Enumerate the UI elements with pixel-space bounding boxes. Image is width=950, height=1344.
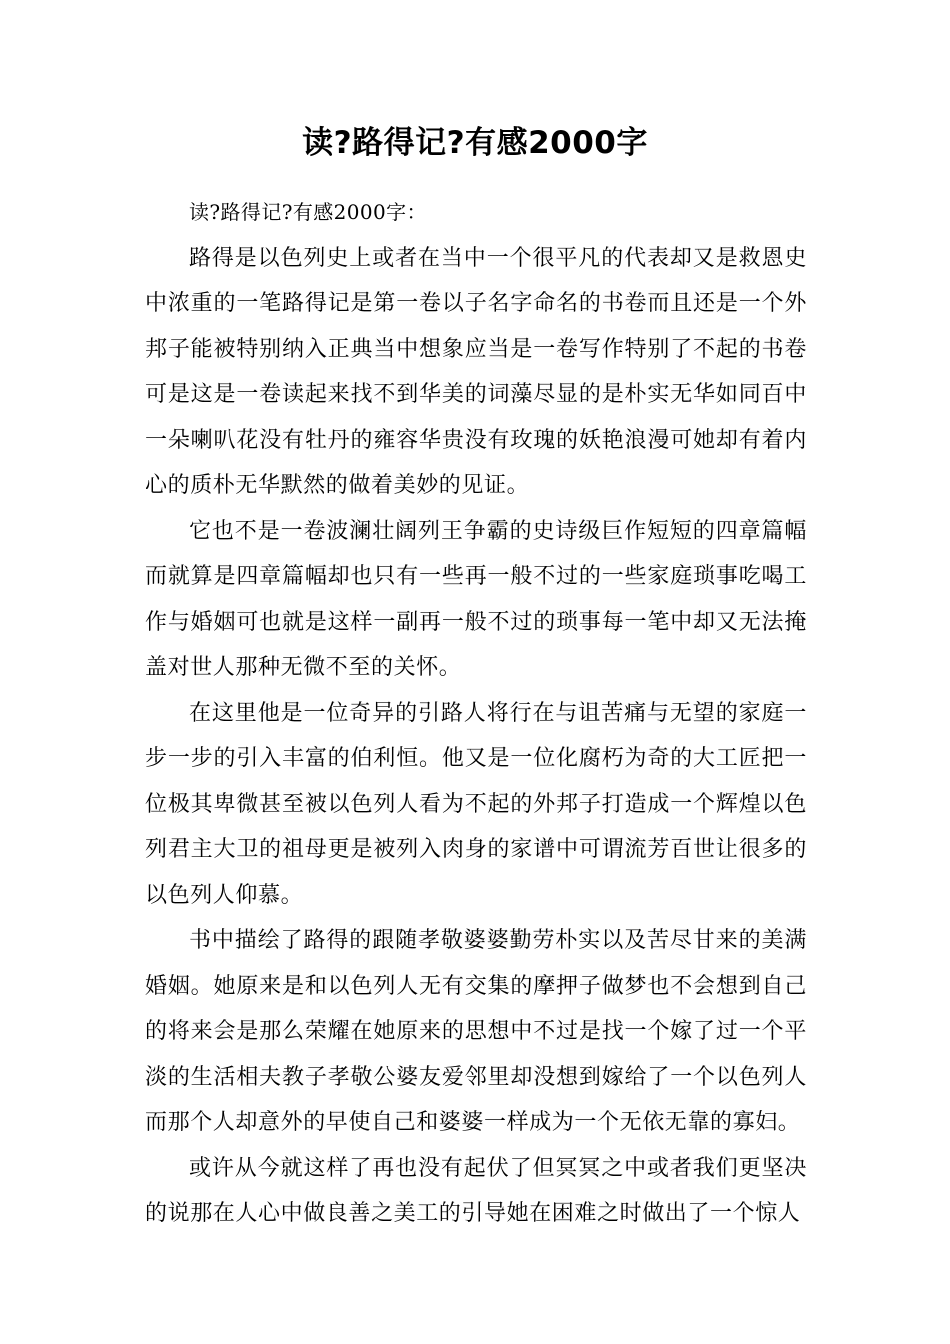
paragraph-intro: 读?路得记?有感2000字： (189, 200, 427, 224)
paragraph: 它也不是一卷波澜壮阔列王争霸的史诗级巨作短短的四章篇幅而就算是四章篇幅却也只有一些再一般不过的一些家庭琐事吃喝工作与婚姻可也就是这样一副再一般不过的琐事每一笔中却又无法掩盖对世人那种无微不至的关怀。 (145, 518, 807, 680)
paragraph: 在这里他是一位奇异的引路人将行在与诅苦痛与无望的家庭一步一步的引入丰富的伯利恒。他又是一位化腐朽为奇的大工匠把一位极其卑微甚至被以色列人看为不起的外邦子打造成一个辉煌以色列君主大卫的祖母更是被列入肉身的家谱中可谓流芳百世让很多的以色列人仰慕。 (145, 700, 807, 908)
document-title: 读?路得记?有感2000字 (302, 125, 648, 161)
document-body (145, 190, 807, 1237)
paragraph: 或许从今就这样了再也没有起伏了但冥冥之中或者我们更坚决的说那在人心中做良善之美工的引导她在困难之时做出了一个惊人 (145, 1155, 807, 1226)
paragraph: 书中描绘了路得的跟随孝敬婆婆勤劳朴实以及苦尽甘来的美满婚姻。她原来是和以色列人无有交集的摩押子做梦也不会想到自己的将来会是那么荣耀在她原来的思想中不过是找一个嫁了过一个平淡的生活相夫教子孝敬公婆友爱邻里却没想到嫁给了一个以色列人而那个人却意外的早使自己和婆婆一样成为一个无依无靠的寡妇。 (145, 928, 807, 1135)
paragraph: 路得是以色列史上或者在当中一个很平凡的代表却又是救恩史中浓重的一笔路得记是第一卷以子名字命名的书卷而且还是一个外邦子能被特别纳入正典当中想象应当是一卷写作特别了不起的书卷可是这是一卷读起来找不到华美的词藻尽显的是朴实无华如同百中一朵喇叭花没有牡丹的雍容华贵没有玫瑰的妖艳浪漫可她却有着内心的质朴无华默然的做着美妙的见证。 (145, 245, 807, 498)
